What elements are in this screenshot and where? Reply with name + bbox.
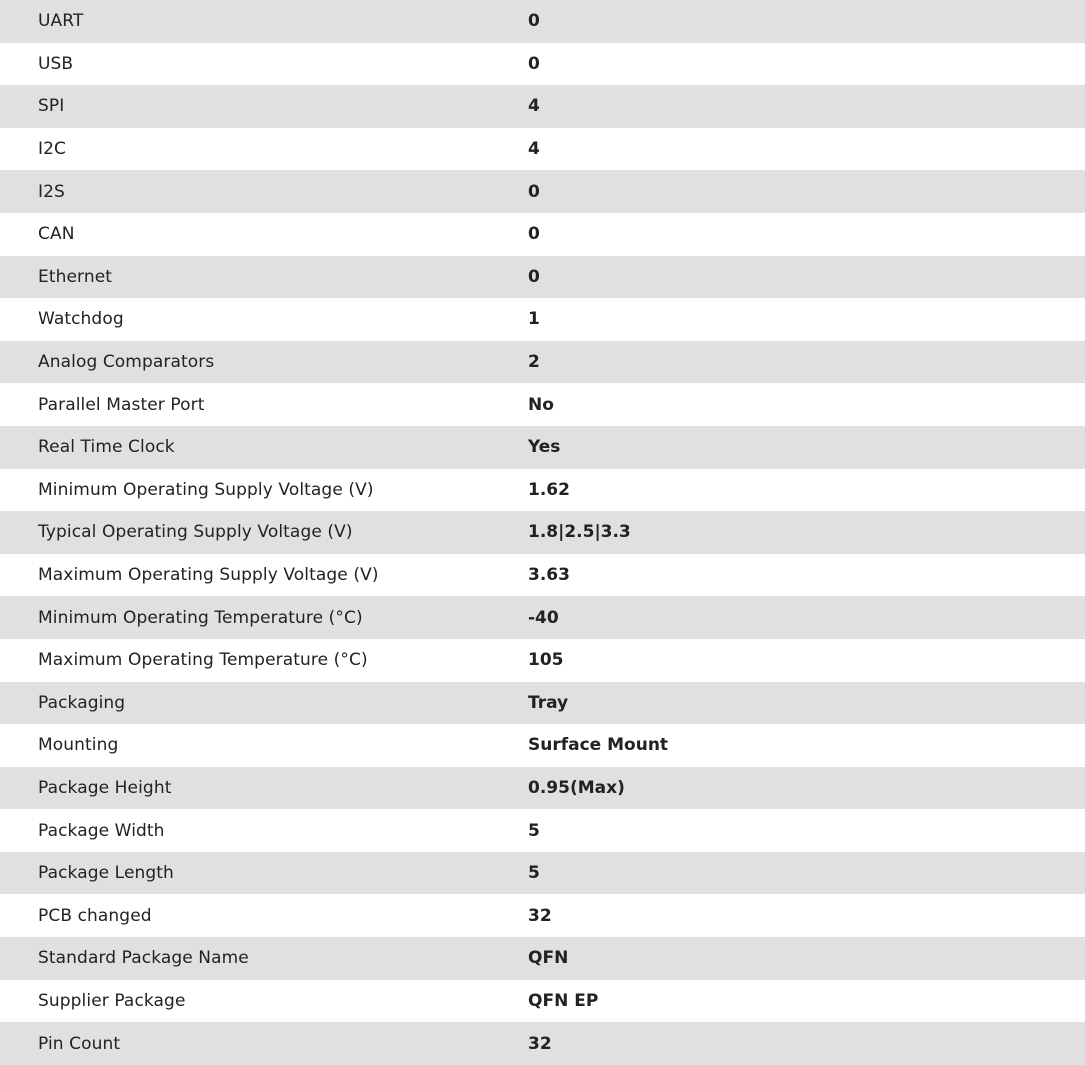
spec-row-spi (0, 85, 1085, 128)
spec-label: USB (38, 53, 74, 74)
spec-value: 0 (528, 266, 540, 287)
spec-value: Surface Mount (528, 735, 669, 756)
spec-value: 1 (528, 309, 540, 330)
spec-row-usb (0, 43, 1085, 86)
spec-row-can (0, 213, 1085, 256)
spec-label: UART (38, 11, 84, 32)
spec-row-typical-supply-voltage (0, 511, 1085, 554)
spec-label: Typical Operating Supply Voltage (V) (38, 522, 353, 543)
spec-value: 4 (528, 96, 540, 117)
spec-row-i2c (0, 128, 1085, 171)
spec-label: I2C (38, 139, 66, 160)
spec-value: 5 (528, 863, 540, 884)
spec-row-supplier-package (0, 980, 1085, 1023)
spec-row-pcb-changed (0, 894, 1085, 937)
spec-row-watchdog (0, 298, 1085, 341)
spec-label: Packaging (38, 692, 126, 713)
spec-label: Package Length (38, 863, 174, 884)
spec-row-mounting (0, 724, 1085, 767)
spec-value: 3.63 (528, 565, 570, 586)
spec-value: Tray (528, 692, 569, 713)
spec-label: Mounting (38, 735, 119, 756)
spec-label: Parallel Master Port (38, 394, 205, 415)
spec-value: 32 (528, 905, 552, 926)
spec-value: 0 (528, 181, 540, 202)
spec-value: 2 (528, 352, 540, 373)
spec-row-min-supply-voltage (0, 469, 1085, 512)
spec-value: 105 (528, 650, 564, 671)
spec-value: 1.8|2.5|3.3 (528, 522, 631, 543)
spec-label: Real Time Clock (38, 437, 175, 458)
spec-row-packaging (0, 682, 1085, 725)
spec-label: Package Width (38, 820, 165, 841)
spec-label: Ethernet (38, 266, 113, 287)
spec-value: 0 (528, 224, 540, 245)
spec-label: Analog Comparators (38, 352, 215, 373)
spec-row-package-width (0, 809, 1085, 852)
spec-row-max-supply-voltage (0, 554, 1085, 597)
spec-label: Supplier Package (38, 990, 186, 1011)
spec-row-parallel-master-port (0, 383, 1085, 426)
spec-label: Maximum Operating Supply Voltage (V) (38, 565, 379, 586)
spec-value: -40 (528, 607, 559, 628)
spec-label: Minimum Operating Temperature (°C) (38, 607, 363, 628)
spec-value: Yes (528, 437, 561, 458)
spec-label: Pin Count (38, 1033, 121, 1054)
spec-label: Watchdog (38, 309, 124, 330)
spec-value: 0.95(Max) (528, 777, 625, 798)
spec-row-uart (0, 0, 1085, 43)
spec-value: QFN EP (528, 990, 599, 1011)
spec-row-min-operating-temperature (0, 596, 1085, 639)
spec-row-max-operating-temperature (0, 639, 1085, 682)
spec-value: 0 (528, 53, 540, 74)
spec-row-package-length (0, 852, 1085, 895)
spec-value: QFN (528, 948, 569, 969)
spec-row-pin-count (0, 1022, 1085, 1065)
spec-value: 1.62 (528, 479, 570, 500)
spec-row-i2s (0, 170, 1085, 213)
spec-label: SPI (38, 96, 65, 117)
spec-value: 32 (528, 1033, 552, 1054)
spec-row-real-time-clock (0, 426, 1085, 469)
spec-row-analog-comparators (0, 341, 1085, 384)
spec-label: Maximum Operating Temperature (°C) (38, 650, 368, 671)
spec-value: 4 (528, 139, 540, 160)
spec-row-standard-package-name (0, 937, 1085, 980)
spec-label: Package Height (38, 777, 172, 798)
spec-row-ethernet (0, 256, 1085, 299)
spec-label: Standard Package Name (38, 948, 249, 969)
spec-value: 5 (528, 820, 540, 841)
spec-row-package-height (0, 767, 1085, 810)
spec-label: PCB changed (38, 905, 152, 926)
spec-label: CAN (38, 224, 75, 245)
spec-value: 0 (528, 11, 540, 32)
spec-value: No (528, 394, 554, 415)
spec-label: Minimum Operating Supply Voltage (V) (38, 479, 374, 500)
spec-label: I2S (38, 181, 65, 202)
